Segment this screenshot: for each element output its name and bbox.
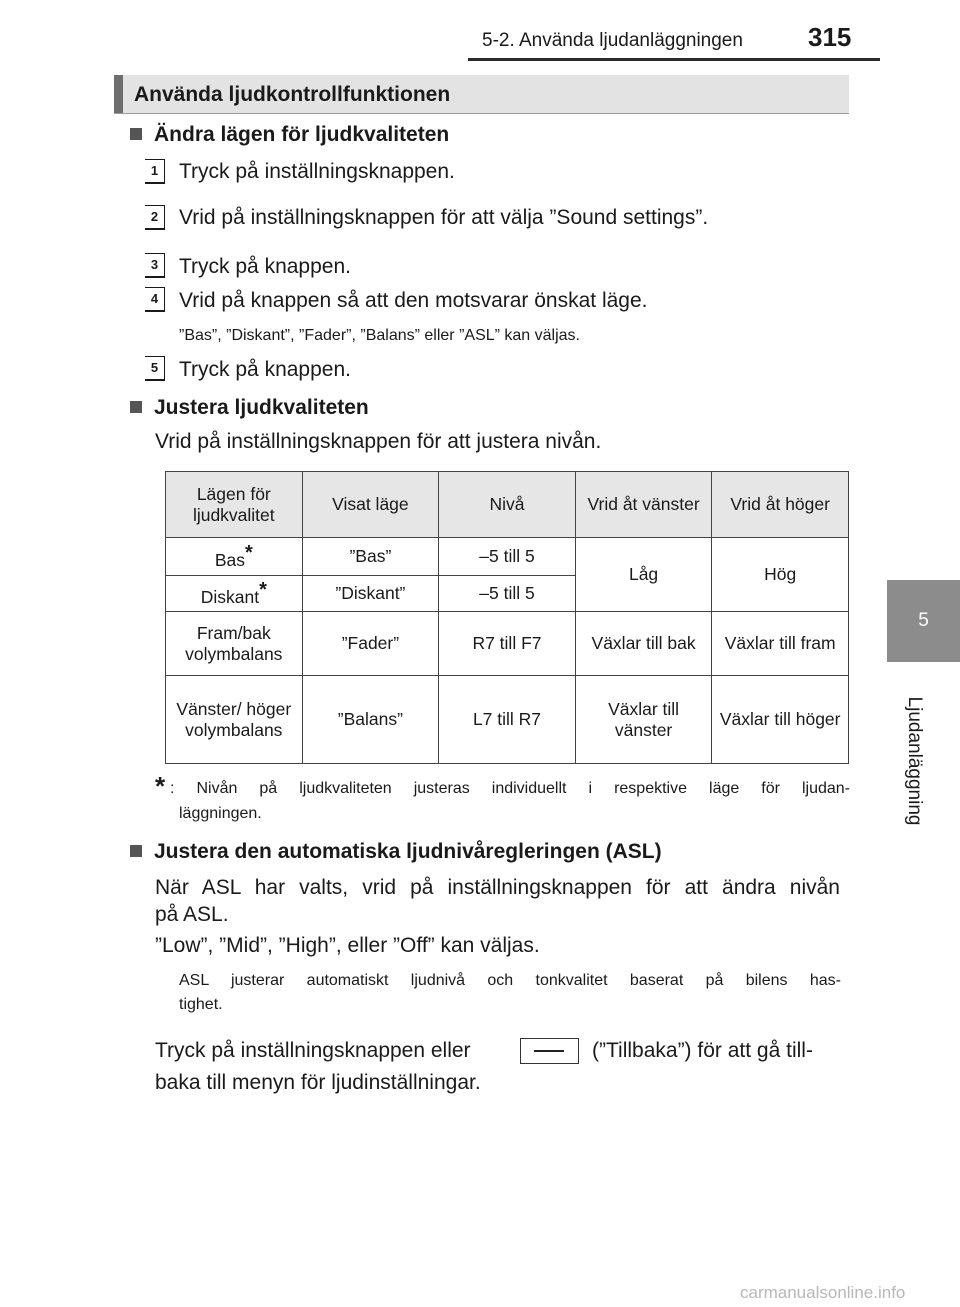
asl-note-line2: tighet.	[179, 996, 223, 1013]
square-bullet-icon	[130, 128, 142, 140]
table-cell: –5 till 5	[439, 538, 576, 576]
table-cell: ”Diskant”	[302, 576, 439, 612]
table-cell: ”Bas”	[302, 538, 439, 576]
header-cell: Vrid åt vänster	[575, 472, 712, 538]
table-cell: Bas*	[166, 538, 303, 576]
table-cell: Växlar till höger	[712, 676, 849, 764]
step-4-text: Vrid på knappen så att den motsvarar önskat läge.	[179, 289, 648, 312]
table-cell: Växlar till vänster	[575, 676, 712, 764]
footnote-star: *	[155, 771, 166, 801]
header-cell: Vrid åt höger	[712, 472, 849, 538]
back-instruction-start: Tryck på inställningsknappen eller	[155, 1039, 471, 1062]
step-number-4: 4	[145, 287, 165, 312]
chapter-title: 5-2. Använda ljudanläggningen	[482, 30, 743, 51]
step-3-text: Tryck på knappen.	[179, 255, 351, 278]
header-cell: Nivå	[439, 472, 576, 538]
table-cell: ”Balans”	[302, 676, 439, 764]
table-cell: Växlar till bak	[575, 612, 712, 676]
asl-text-line1: När ASL har valts, vrid på inställningsknappen för att ändra nivån	[155, 876, 840, 899]
footnote-text: : Nivån på ljudkvaliteten justeras individuellt i respektive läge för ljudan-	[170, 780, 850, 797]
step-number-2: 2	[145, 205, 165, 230]
banner-accent-bar	[114, 75, 123, 113]
asl-note-line1: ASL justerar automatiskt ljudnivå och tonkvalitet baserat på bilens has-	[179, 972, 841, 989]
table-cell: R7 till F7	[439, 612, 576, 676]
footnote-text-line2: läggningen.	[179, 805, 262, 822]
step-5-text: Tryck på knappen.	[179, 358, 351, 381]
back-dash-icon	[534, 1050, 564, 1052]
asl-options: ”Low”, ”Mid”, ”High”, eller ”Off” kan väljas.	[155, 934, 540, 957]
chapter-tab-label-text: Ljudanläggning	[904, 696, 925, 826]
header-divider	[468, 58, 880, 61]
table-cell: ”Fader”	[302, 612, 439, 676]
sound-quality-table	[165, 471, 849, 764]
table-cell: Växlar till fram	[712, 612, 849, 676]
step-1-text: Tryck på inställningsknappen.	[179, 160, 455, 183]
step-2-text: Vrid på inställningsknappen för att välja ”Sound settings”.	[179, 206, 709, 229]
square-bullet-icon	[130, 845, 142, 857]
subheading-asl: Justera den automatiska ljudnivåregleringen (ASL)	[130, 840, 662, 864]
step-4-note: ”Bas”, ”Diskant”, ”Fader”, ”Balans” eller ”ASL” kan väljas.	[179, 327, 580, 344]
chapter-tab-label	[873, 676, 955, 846]
table-row	[166, 676, 849, 764]
subheading-modes: Ändra lägen för ljudkvaliteten	[130, 123, 449, 147]
chapter-tab: 5	[887, 580, 960, 662]
header-cell: Visat läge	[302, 472, 439, 538]
table-cell: Vänster/ höger volymbalans	[166, 676, 303, 764]
asl-text-line2: på ASL.	[155, 903, 229, 926]
section-title: Använda ljudkontrollfunktionen	[134, 83, 451, 106]
table-cell: Fram/bak volymbalans	[166, 612, 303, 676]
back-instruction-line2: baka till menyn för ljudinställningar.	[155, 1071, 481, 1094]
back-button-icon	[520, 1038, 579, 1064]
table-cell: Hög	[712, 538, 849, 612]
watermark-url: carmanualsonline.info	[740, 1283, 906, 1302]
step-number-1: 1	[145, 159, 165, 184]
page-number: 315	[808, 22, 852, 52]
header-cell: Lägen för ljudkvalitet	[166, 472, 303, 538]
back-instruction-end: (”Tillbaka”) för att gå till-	[592, 1039, 813, 1062]
table-header-row	[166, 472, 849, 538]
step-number-5: 5	[145, 356, 165, 381]
table-cell: –5 till 5	[439, 576, 576, 612]
table-cell: Låg	[575, 538, 712, 612]
adjust-intro: Vrid på inställningsknappen för att justera nivån.	[155, 430, 602, 453]
table-cell: Diskant*	[166, 576, 303, 612]
table-row	[166, 612, 849, 676]
section-banner	[114, 75, 849, 114]
square-bullet-icon	[130, 401, 142, 413]
subheading-adjust: Justera ljudkvaliteten	[130, 396, 369, 420]
table-cell: L7 till R7	[439, 676, 576, 764]
table-row	[166, 538, 849, 576]
step-number-3: 3	[145, 253, 165, 278]
